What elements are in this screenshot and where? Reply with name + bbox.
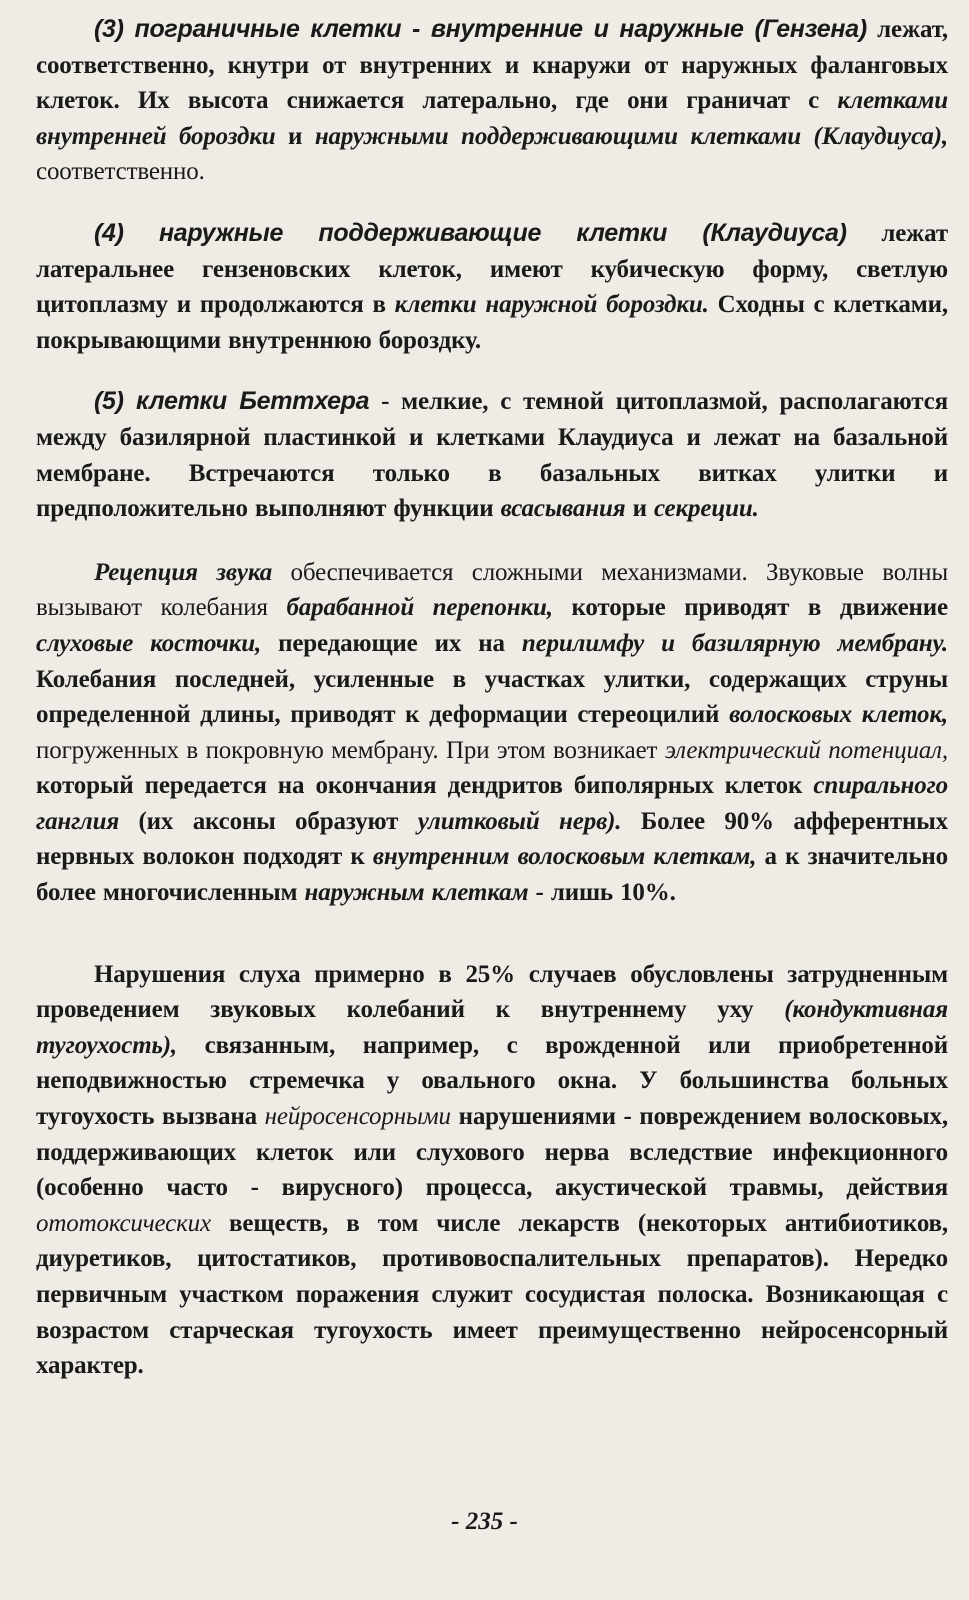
- text: веществ, в том числе лекарств (некоторых антибиотиков, диуретиков, цитостатиков, противовоспалительных препаратов). Нередко первичным участком поражения служит сосудистая полоска. Возникающая с возрастом старческая тугоухость имеет преимущественно нейросенсорный характер.: [36, 1209, 948, 1380]
- sound-reception-lead: Рецепция звука: [94, 558, 273, 586]
- text: - лишь 10%.: [528, 879, 676, 907]
- text: связанным, например, с врожденной или приобретенной неподвижностью стремечка у овального окна. У большинства больных тугоухость вызвана: [36, 1031, 948, 1131]
- term: перилимфу и базилярную мембрану.: [521, 629, 949, 657]
- text: Колебания последней, усиленные в участках улитки, содержащих струны определенной длины, приводят к деформации стереоцилий: [36, 665, 948, 729]
- text: передающие их на: [261, 629, 522, 657]
- text: а к значительно более многочисленным: [36, 843, 948, 907]
- text: Нарушения слуха примерно в 25% случаев обусловлены затрудненным проведением звуковых колебаний к внутреннему уху: [36, 960, 948, 1024]
- claudius-cells-heading: (4) наружные поддерживающие клетки (Клаудиуса): [94, 218, 847, 247]
- term: внутренним волосковым клеткам,: [372, 843, 757, 871]
- text: и: [625, 495, 654, 523]
- text: и: [275, 122, 315, 150]
- term: электрический потенциал,: [664, 736, 948, 764]
- boettcher-cells-heading: (5) клетки Беттхера: [94, 387, 370, 416]
- term: клетки наружной бороздки.: [394, 291, 709, 319]
- border-cells-heading: (3) пограничные клетки - внутренние и наружные (Гензена): [94, 15, 867, 43]
- text: обеспечивается сложными механизмами. Звуковые волны вызывают колебания: [36, 558, 948, 622]
- page-number: - 235 -: [451, 1508, 518, 1535]
- term: улитковый нерв).: [417, 807, 622, 835]
- paragraph-sound-reception: [36, 555, 948, 911]
- term: барабанной перепонки,: [286, 594, 553, 622]
- paragraph-hearing-disorders: [36, 957, 948, 1384]
- text: лежат, соответственно, кнутри от внутренних и кнаружи от наружных фаланговых клеток. Их высота снижается латерально, где они граничат с: [36, 16, 949, 115]
- term: (кондуктивная тугоухость),: [36, 996, 948, 1059]
- text: соответственно.: [36, 158, 205, 186]
- term: волосковых клеток,: [729, 701, 949, 729]
- paragraph-border-cells: [36, 12, 948, 190]
- text: Сходны с клетками, покрывающими внутреннюю бороздку.: [36, 291, 948, 354]
- paragraph-claudius-cells: [36, 216, 948, 358]
- term: клетками внутренней бороздки: [36, 87, 948, 150]
- text: погруженных в покровную мембрану. При этом возникает: [36, 736, 665, 764]
- term: наружными поддерживающими клетками (Клаудиуса),: [314, 122, 948, 150]
- text: - мелкие, с темной цитоплазмой, располагаются между базилярной пластинкой и клетками Клаудиуса и лежат на базальной мембране. Встречаются только в базальных витках улитки и предположительно выполняют функции: [36, 388, 948, 523]
- text: Более 90% афферентных нервных волокон подходят к: [36, 807, 949, 871]
- term: нейросенсорными: [264, 1103, 451, 1131]
- term: наружным клеткам: [304, 879, 529, 907]
- paragraph-boettcher-cells: [36, 384, 948, 526]
- term: секреции.: [653, 495, 759, 523]
- text: нарушениями - повреждением волосковых, поддерживающих клеток или слухового нерва вследствие инфекционного (особенно часто - вирусного) процесса, акустической травмы, действия: [36, 1103, 949, 1202]
- page-content: [36, 12, 948, 1384]
- term: слуховые косточки,: [36, 629, 262, 657]
- term: ототоксических: [36, 1209, 211, 1237]
- text: (их аксоны образуют: [119, 807, 418, 835]
- term: всасывания: [500, 495, 626, 523]
- text: которые приводят в движение: [552, 594, 948, 622]
- term: спирального ганглия: [36, 772, 948, 835]
- text: который передается на окончания дендритов биполярных клеток: [36, 772, 814, 800]
- text: лежат латеральнее гензеновских клеток, имеют кубическую форму, светлую цитоплазму и продолжаются в: [36, 219, 948, 319]
